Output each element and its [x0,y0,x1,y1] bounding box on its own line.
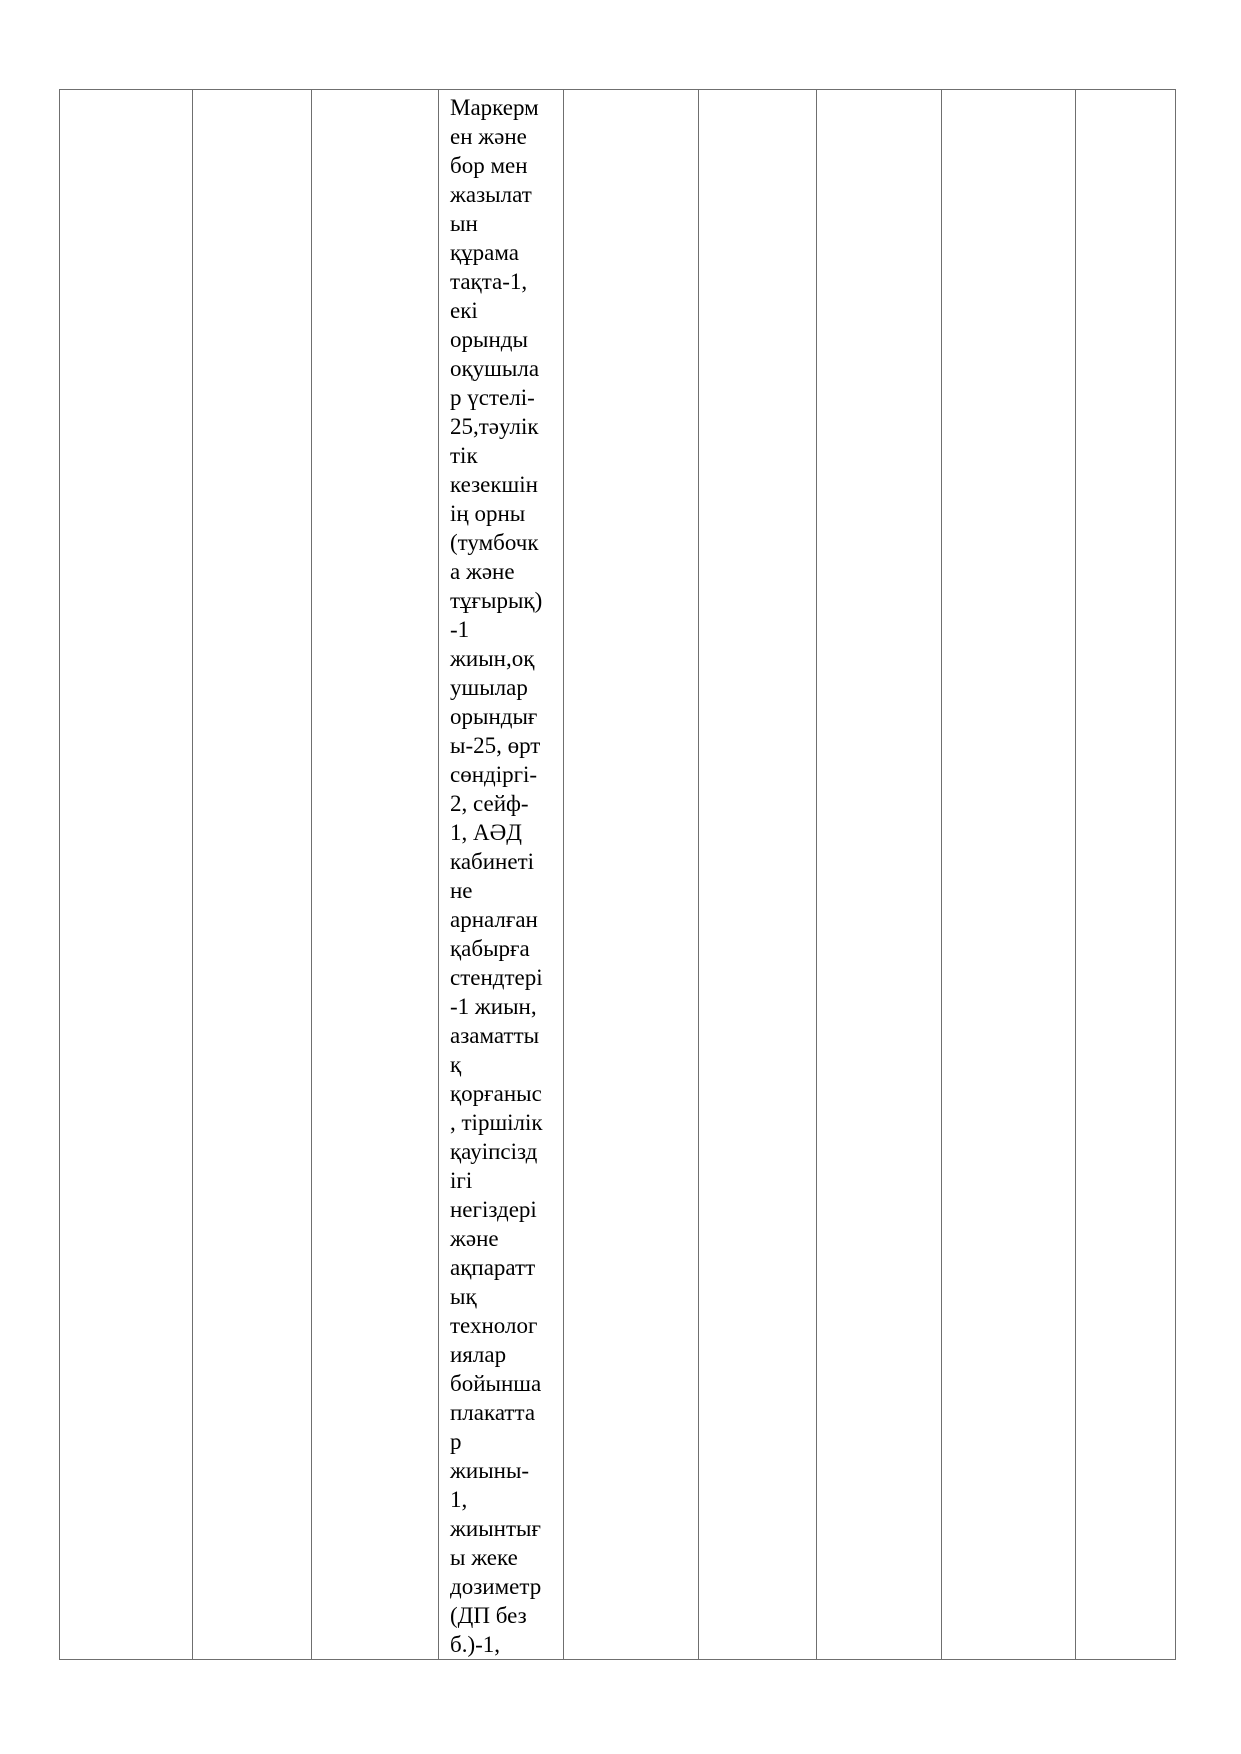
text-line: а және [450,559,515,584]
text-line: -1 жиын, [450,994,537,1019]
text-line: иялар [450,1342,507,1367]
text-line: не [450,878,473,903]
text-line: 2, сейф- [450,791,529,816]
text-line: дозиметр [450,1574,542,1599]
text-line: р үстелі- [450,385,535,410]
text-line: арналған [450,907,538,932]
table-cell-8 [942,90,1076,1660]
text-line: ын [450,211,478,236]
text-line: екі [450,298,478,323]
text-line: ық [450,1284,477,1309]
text-line: бойынша [450,1371,542,1396]
text-line: р [450,1429,462,1454]
table-cell-6 [699,90,817,1660]
table-cell-9 [1076,90,1176,1660]
text-line: б.)-1, [450,1632,501,1657]
text-line: кезекшін [450,472,538,497]
text-line: ы-25, өрт [450,733,541,758]
text-line: (тумбочк [450,530,539,555]
text-line: ушылар [450,675,528,700]
text-line: қорғаныс [450,1081,542,1106]
table-cell-7 [817,90,942,1660]
text-line: жиын,оқ [450,646,535,671]
text-line: жазылат [450,182,532,207]
text-line: ігі [450,1168,473,1193]
text-line: орындығ [450,704,538,729]
text-line: жиыны- [450,1458,530,1483]
text-line: кабинеті [450,849,535,874]
text-line: -1 [450,617,470,642]
text-line: тік [450,443,478,468]
text-line: ақпаратт [450,1255,536,1280]
text-line: 1, АӘД [450,820,522,845]
table-cell-2 [193,90,312,1660]
table-row [60,90,1176,1660]
text-line: қауіпсізд [450,1139,538,1164]
text-line: оқушыла [450,356,540,381]
text-line: стендтері [450,965,543,990]
text-line: 25,тәулік [450,414,539,439]
text-line: ен және [450,124,527,149]
text-line: орынды [450,327,528,352]
text-line: сөндіргі- [450,762,538,787]
text-line: , тіршілік [450,1110,543,1135]
text-line: және [450,1226,499,1251]
table-cell-5 [564,90,699,1660]
table-cell-equipment-list [439,90,564,1660]
equipment-list-text [439,90,563,1659]
text-line: Маркерм [450,95,539,120]
text-line: бор мен [450,153,528,178]
text-line: ы жеке [450,1545,518,1570]
text-line: құрама [450,240,519,265]
text-line: қ [450,1052,462,1077]
document-table [59,89,1176,1660]
text-line: жиынтығ [450,1516,541,1541]
text-line: плакатта [450,1400,536,1425]
text-line: тұғырық) [450,588,543,613]
text-line: қабырға [450,936,530,961]
text-line: (ДП без [450,1603,527,1628]
text-line: технолог [450,1313,538,1338]
text-line: 1, [450,1487,468,1512]
table-cell-1 [60,90,193,1660]
text-line: азаматты [450,1023,540,1048]
text-line: ің орны [450,501,526,526]
text-line: тақта-1, [450,269,528,294]
text-line: негіздері [450,1197,537,1222]
table-cell-3 [312,90,439,1660]
